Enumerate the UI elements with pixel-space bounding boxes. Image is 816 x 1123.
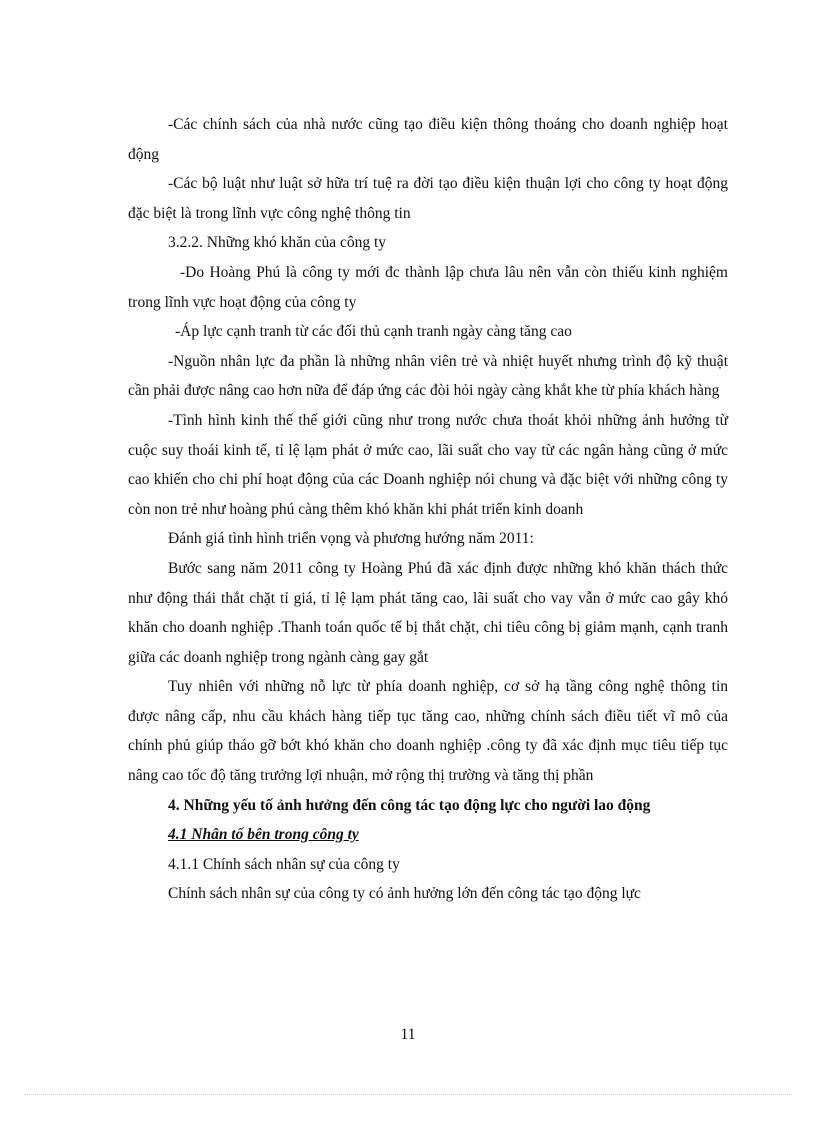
paragraph-outlook-2011: Bước sang năm 2011 công ty Hoàng Phú đã xác định được những khó khăn thách thức như động thái thắt chặt tỉ giá, tỉ lệ lạm phát tăng cao, lãi suất cho vay vẫn ở mức cao gây khó khăn cho doanh nghiệp .Thanh toán quốc tế bị thắt chặt, chi tiêu công bị giảm mạnh, cạnh tranh giữa các doanh nghiệp trong ngành càng gay gắt [128, 559, 728, 666]
paragraph-hr-policy: Chính sách nhân sự của công ty có ảnh hưởng lớn đến công tác tạo động lực [168, 885, 641, 903]
paragraph-state-policy: -Các chính sách của nhà nước cũng tạo điều kiện thông thoáng cho doanh nghiệp hoạt động [128, 116, 728, 163]
page-body [128, 110, 728, 909]
paragraph-economy: -Tình hình kinh thế thế giới cũng như trong nước chưa thoát khỏi những ảnh hưởng từ cuộc suy thoái kinh tế, tỉ lệ lạm phát ở mức cao, lãi suất cho vay từ các ngân hàng cũng ở mức cao khiến cho chi phí hoạt động của các Doanh nghiệp nói chung và đặc biệt với những công ty còn non trẻ như hoàng phú càng thêm khó khăn khi phát triển kinh doanh [128, 411, 728, 518]
paragraph-competition: -Áp lực cạnh tranh từ các đối thủ cạnh tranh ngày càng tăng cao [175, 323, 572, 341]
paragraph-outlook-title: Đánh giá tình hình triển vọng và phương hướng năm 2011: [168, 530, 534, 548]
subsection-heading-hr-policy: 4.1.1 Chính sách nhân sự của công ty [168, 855, 400, 873]
paragraph-human-resources: -Nguồn nhân lực đa phần là những nhân viên trẻ và nhiệt huyết nhưng trình độ kỹ thuật cần phải được nâng cao hơn nữa để đáp ứng các đòi hỏi ngày càng khắt khe từ phía khách hàng [128, 352, 728, 400]
paragraph-experience: -Do Hoàng Phú là công ty mới đc thành lập chưa lâu nên vẫn còn thiếu kinh nghiệm trong lĩnh vực hoạt động của công ty [128, 263, 728, 311]
subsection-heading-internal: 4.1 Nhân tố bên trong công ty [168, 826, 359, 844]
page-number: 11 [400, 1026, 416, 1043]
paragraph-efforts: Tuy nhiên với những nỗ lực từ phía doanh nghiệp, cơ sở hạ tầng công nghệ thông tin được nâng cấp, nhu cầu khách hàng tiếp tục tăng cao, những chính sách điều tiết vĩ mô của chính phủ giúp tháo gỡ bớt khó khăn cho doanh nghiệp .công ty đã xác định mục tiêu tiếp tục nâng cao tốc độ tăng trưởng lợi nhuận, mở rộng thị trường và tăng thị phần [128, 678, 728, 785]
section-heading-difficulties: 3.2.2. Những khó khăn của công ty [168, 234, 387, 252]
page-bottom-divider [24, 1094, 792, 1095]
paragraph-law: -Các bộ luật như luật sở hữa trí tuệ ra đời tạo điều kiện thuận lợi cho công ty hoạt động đặc biệt là trong lĩnh vực công nghệ thông tin [128, 175, 728, 222]
section-heading-factors: 4. Những yếu tố ảnh hưởng đến công tác tạo động lực cho người lao động [168, 796, 651, 814]
